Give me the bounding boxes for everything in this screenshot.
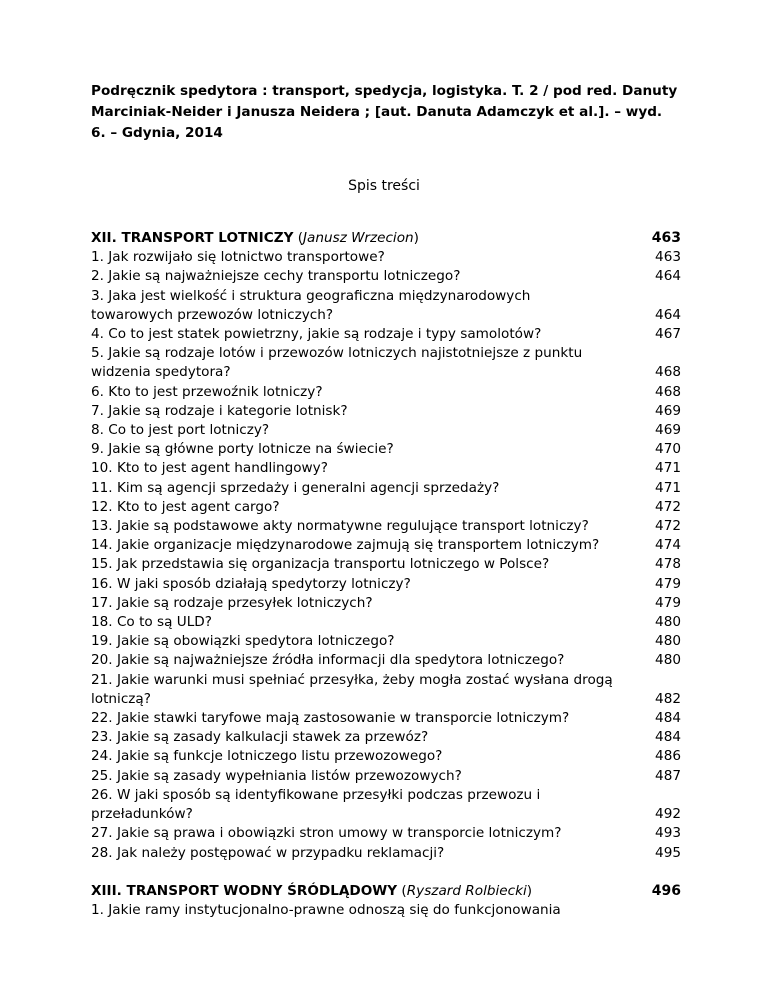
toc-entry-page: 487 xyxy=(655,767,681,784)
toc-entry xyxy=(91,767,681,786)
toc-title: Spis treści xyxy=(348,178,420,194)
toc-entry-page: 464 xyxy=(655,306,681,323)
toc-entry-page: 471 xyxy=(655,479,681,496)
toc-entry xyxy=(91,594,681,613)
toc-entry xyxy=(91,344,681,382)
toc-entry-text: 11. Kim są agencji sprzedaży i generalni agencji sprzedaży? xyxy=(91,479,500,496)
toc-entry-page: 480 xyxy=(655,652,681,669)
toc-entry xyxy=(91,498,681,517)
toc-entry-text: 27. Jakie są prawa i obowiązki stron umowy w transporcie lotniczym? xyxy=(91,825,562,842)
toc-entry xyxy=(91,844,681,863)
toc-entry-page: 468 xyxy=(655,383,681,400)
toc-entry-page: 492 xyxy=(655,806,681,823)
toc-entry-page: 464 xyxy=(655,268,681,285)
toc-entry-text: 15. Jak przedstawia się organizacja transportu lotniczego w Polsce? xyxy=(91,556,550,573)
toc-entry xyxy=(91,632,681,651)
toc-entry-text: 10. Kto to jest agent handlingowy? xyxy=(91,460,328,477)
toc-entry-text: 25. Jakie są zasady wypełniania listów przewozowych? xyxy=(91,767,462,784)
toc-entry-page: 482 xyxy=(655,690,681,707)
toc-entry xyxy=(91,575,681,594)
toc-entry-text: 20. Jakie są najważniejsze źródła informacji dla spedytora lotniczego? xyxy=(91,652,565,669)
toc-entry-page: 495 xyxy=(655,844,681,861)
toc-entry xyxy=(91,517,681,536)
toc-entry-page: 480 xyxy=(655,633,681,650)
toc-entry-text: 19. Jakie są obowiązki spedytora lotniczego? xyxy=(91,633,395,650)
toc-entry-text: 21. Jakie warunki musi spełniać przesyłka, żeby mogła zostać wysłana drogą lotniczą? xyxy=(91,671,613,707)
toc-entry xyxy=(91,901,681,920)
toc-entry-text: 14. Jakie organizacje międzynarodowe zajmują się transportem lotniczym? xyxy=(91,537,600,554)
toc-entry-page: 472 xyxy=(655,498,681,515)
toc-entry-text: 1. Jakie ramy instytucjonalno-prawne odnoszą się do funkcjonowania xyxy=(91,901,561,918)
chapter-gap xyxy=(91,863,681,882)
toc-entry-page: 493 xyxy=(655,825,681,842)
toc-entry-text: 26. W jaki sposób są identyfikowane przesyłki podczas przewozu i przeładunków? xyxy=(91,786,541,823)
toc-entry xyxy=(91,728,681,747)
toc-entry xyxy=(91,555,681,574)
toc-entry-page: 479 xyxy=(655,575,681,592)
toc-entry xyxy=(91,267,681,286)
toc-entry-text: 3. Jaka jest wielkość i struktura geograficzna międzynarodowych towarowych przewozów lotniczych? xyxy=(91,287,531,323)
chapter-author: Ryszard Rolbiecki xyxy=(406,882,527,899)
toc-entry-text: 4. Co to jest statek powietrzny, jakie są rodzaje i typy samolotów? xyxy=(91,326,542,343)
toc-entry-text: 17. Jakie są rodzaje przesyłek lotniczych? xyxy=(91,594,373,611)
toc-entry xyxy=(91,479,681,498)
toc-entry-page: 470 xyxy=(655,441,681,458)
toc-entry xyxy=(91,383,681,402)
chapter-page-number: 496 xyxy=(651,882,681,899)
toc-entry-page: 484 xyxy=(655,729,681,746)
toc-entry-text: 18. Co to są ULD? xyxy=(91,614,212,631)
toc-entry xyxy=(91,325,681,344)
toc-entry-page: 474 xyxy=(655,537,681,554)
toc-entry-text: 9. Jakie są główne porty lotnicze na świecie? xyxy=(91,441,394,458)
toc-entry-page: 480 xyxy=(655,614,681,631)
toc-entry-page: 467 xyxy=(655,326,681,343)
toc-entry xyxy=(91,248,681,267)
toc-entry xyxy=(91,824,681,843)
chapter-page-number: 463 xyxy=(651,230,681,246)
chapter-title: XII. TRANSPORT LOTNICZY xyxy=(91,230,294,246)
toc-entry-page: 486 xyxy=(655,748,681,765)
toc-entry-page: 469 xyxy=(655,402,681,419)
toc-entry-page: 484 xyxy=(655,710,681,727)
chapter-author: Janusz Wrzecion xyxy=(303,230,414,246)
toc-entry xyxy=(91,671,681,709)
toc-entry-text: 1. Jak rozwijało się lotnictwo transportowe? xyxy=(91,249,385,266)
chapter-heading xyxy=(91,882,681,901)
toc-entry xyxy=(91,709,681,728)
toc-entry-text: 23. Jakie są zasady kalkulacji stawek za przewóz? xyxy=(91,729,429,746)
toc-entry-text: 6. Kto to jest przewoźnik lotniczy? xyxy=(91,383,323,400)
toc-entry-page: 463 xyxy=(655,249,681,266)
toc-entry-text: 28. Jak należy postępować w przypadku reklamacji? xyxy=(91,844,445,861)
toc-entry-page: 472 xyxy=(655,518,681,535)
toc-entry-text: 2. Jakie są najważniejsze cechy transportu lotniczego? xyxy=(91,268,461,285)
toc-entry xyxy=(91,287,681,325)
toc-entry-text: 5. Jakie są rodzaje lotów i przewozów lotniczych najistotniejsze z punktu widzenia spedytora? xyxy=(91,345,583,381)
toc-entry xyxy=(91,459,681,478)
toc-entry xyxy=(91,786,681,824)
toc-entry-text: 16. W jaki sposób działają spedytorzy lotniczy? xyxy=(91,575,411,592)
toc-entry xyxy=(91,613,681,632)
toc-entry xyxy=(91,651,681,670)
chapter-heading xyxy=(91,229,681,248)
table-of-contents xyxy=(91,229,681,920)
toc-entry-page: 478 xyxy=(655,556,681,573)
toc-entry xyxy=(91,402,681,421)
toc-entry-text: 22. Jakie stawki taryfowe mają zastosowanie w transporcie lotniczym? xyxy=(91,710,570,727)
toc-entry-text: 8. Co to jest port lotniczy? xyxy=(91,422,270,439)
chapter-title-line: XII. TRANSPORT LOTNICZY (Janusz Wrzecion) xyxy=(91,230,419,246)
toc-entry xyxy=(91,536,681,555)
chapter-title-line: XIII. TRANSPORT WODNY ŚRÓDLĄDOWY (Ryszard Rolbiecki) xyxy=(91,882,533,899)
toc-entry-text: 24. Jakie są funkcje lotniczego listu przewozowego? xyxy=(91,748,443,765)
toc-entry-text: 7. Jakie są rodzaje i kategorie lotnisk? xyxy=(91,402,348,419)
toc-entry xyxy=(91,421,681,440)
toc-entry-text: 12. Kto to jest agent cargo? xyxy=(91,498,280,515)
toc-entry xyxy=(91,747,681,766)
bibliographic-note: Podręcznik spedytora : transport, spedycja, logistyka. T. 2 / pod red. Danuty Marciniak-Neider i Janusza Neidera ; [aut. Danuta Adamczyk et al.]. – wyd. 6. – Gdynia, 2014 xyxy=(91,83,678,141)
toc-entry-page: 468 xyxy=(655,364,681,381)
toc-entry-page: 469 xyxy=(655,422,681,439)
toc-entry-page: 471 xyxy=(655,460,681,477)
toc-entry xyxy=(91,440,681,459)
chapter-title: XIII. TRANSPORT WODNY ŚRÓDLĄDOWY xyxy=(91,882,398,899)
toc-entry-page: 479 xyxy=(655,594,681,611)
toc-entry-text: 13. Jakie są podstawowe akty normatywne regulujące transport lotniczy? xyxy=(91,518,589,535)
